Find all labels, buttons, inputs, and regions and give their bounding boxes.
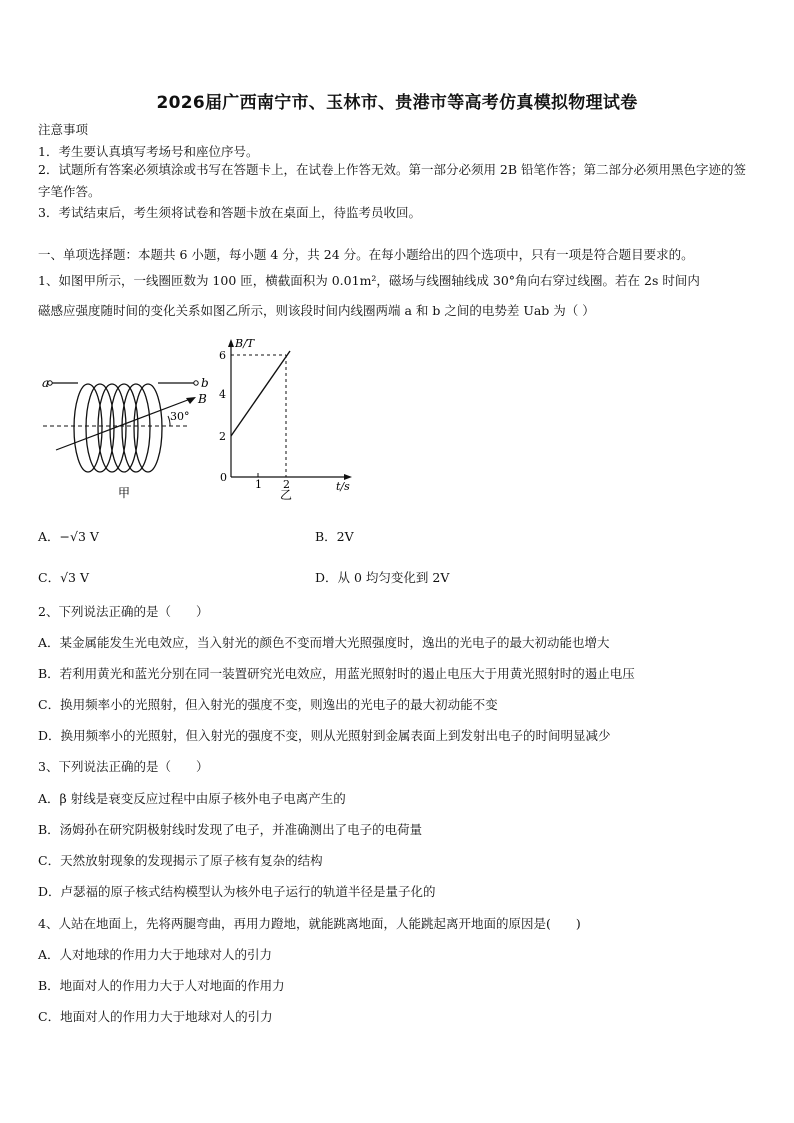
label-a: a [42,376,50,390]
notice-heading: 注意事项 [38,122,89,137]
q4-option-a: A．人对地球的作用力大于地球对人的引力 [38,947,273,962]
notice-item-1: 1．考生要认真填写考场号和座位序号。 [38,144,259,159]
figure-caption-jia: 甲 [118,486,131,500]
q1-option-c: C．√3 V [38,570,89,585]
y-tick-4: 4 [219,388,226,401]
y-axis-label: B/T [235,337,255,350]
page-title: 2026届广西南宁市、玉林市、贵港市等高考仿真模拟物理试卷 [156,93,638,113]
x-tick-1: 1 [255,478,262,491]
q1-option-a: A．−√3 V [38,529,99,544]
figure-caption-yi: 乙 [280,488,293,502]
notice-item-3: 3．考试结束后，考生须将试卷和答题卡放在桌面上，待监考员收回。 [38,205,421,220]
q1-stem-line2: 磁感应强度随时间的变化关系如图乙所示，则该段时间内线圈两端 a 和 b 之间的电势差 Uab 为（ ） [38,303,595,318]
q2-option-d: D．换用频率小的光照射，但入射光的强度不变，则从光照射到金属表面上到发射出电子的时间明显减少 [38,728,611,743]
q1-option-d: D．从 0 均匀变化到 2V [315,570,450,585]
q2-option-b: B．若利用黄光和蓝光分别在同一装置研究光电效应，用蓝光照射时的遏止电压大于用黄光照射时的遏止电压 [38,666,635,681]
y-tick-2: 2 [219,430,226,443]
q3-stem: 3、下列说法正确的是（ ） [38,759,209,774]
q2-stem: 2、下列说法正确的是（ ） [38,604,209,619]
label-B-field: B [198,392,207,406]
q4-option-b: B．地面对人的作用力大于人对地面的作用力 [38,978,285,993]
q1-option-b: B．2V [315,529,354,544]
x-axis-label: t/s [336,480,350,493]
section-heading: 一、单项选择题：本题共 6 小题，每小题 4 分，共 24 分。在每小题给出的四个选项中，只有一项是符合题目要求的。 [38,247,694,262]
q3-option-b: B．汤姆孙在研究阴极射线时发现了电子，并准确测出了电子的电荷量 [38,822,423,837]
figure-coil [38,340,218,510]
q4-option-c: C．地面对人的作用力大于地球对人的引力 [38,1009,273,1024]
q2-option-a: A．某金属能发生光电效应，当入射光的颜色不变而增大光照强度时，逸出的光电子的最大初动能也增大 [38,635,610,650]
y-tick-6: 6 [219,349,226,362]
q3-option-a: A．β 射线是衰变反应过程中由原子核外电子电离产生的 [38,791,346,806]
q3-option-d: D．卢瑟福的原子核式结构模型认为核外电子运行的轨道半径是量子化的 [38,884,436,899]
x-tick-2: 2 [283,478,290,491]
q2-option-c: C．换用频率小的光照射，但入射光的强度不变，则逸出的光电子的最大初动能不变 [38,697,498,712]
angle-label: 30° [170,410,190,423]
figure-graph [210,335,360,505]
q1-stem-line1: 1、如图甲所示，一线圈匝数为 100 匝，横截面积为 0.01m²，磁场与线圈轴线成 30°角向右穿过线圈。若在 2s 时间内 [38,273,700,288]
q4-stem: 4、人站在地面上，先将两腿弯曲，再用力蹬地，就能跳离地面，人能跳起离开地面的原因是( ) [38,916,581,931]
x-tick-0: 0 [220,471,227,484]
q3-option-c: C．天然放射现象的发现揭示了原子核有复杂的结构 [38,853,323,868]
label-b: b [201,376,209,390]
notice-item-2: 2．试题所有答案必须填涂或书写在答题卡上，在试卷上作答无效。第一部分必须用 2B 铅笔作答；第二部分必须用黑色字迹的签字笔作答。 [38,162,747,199]
